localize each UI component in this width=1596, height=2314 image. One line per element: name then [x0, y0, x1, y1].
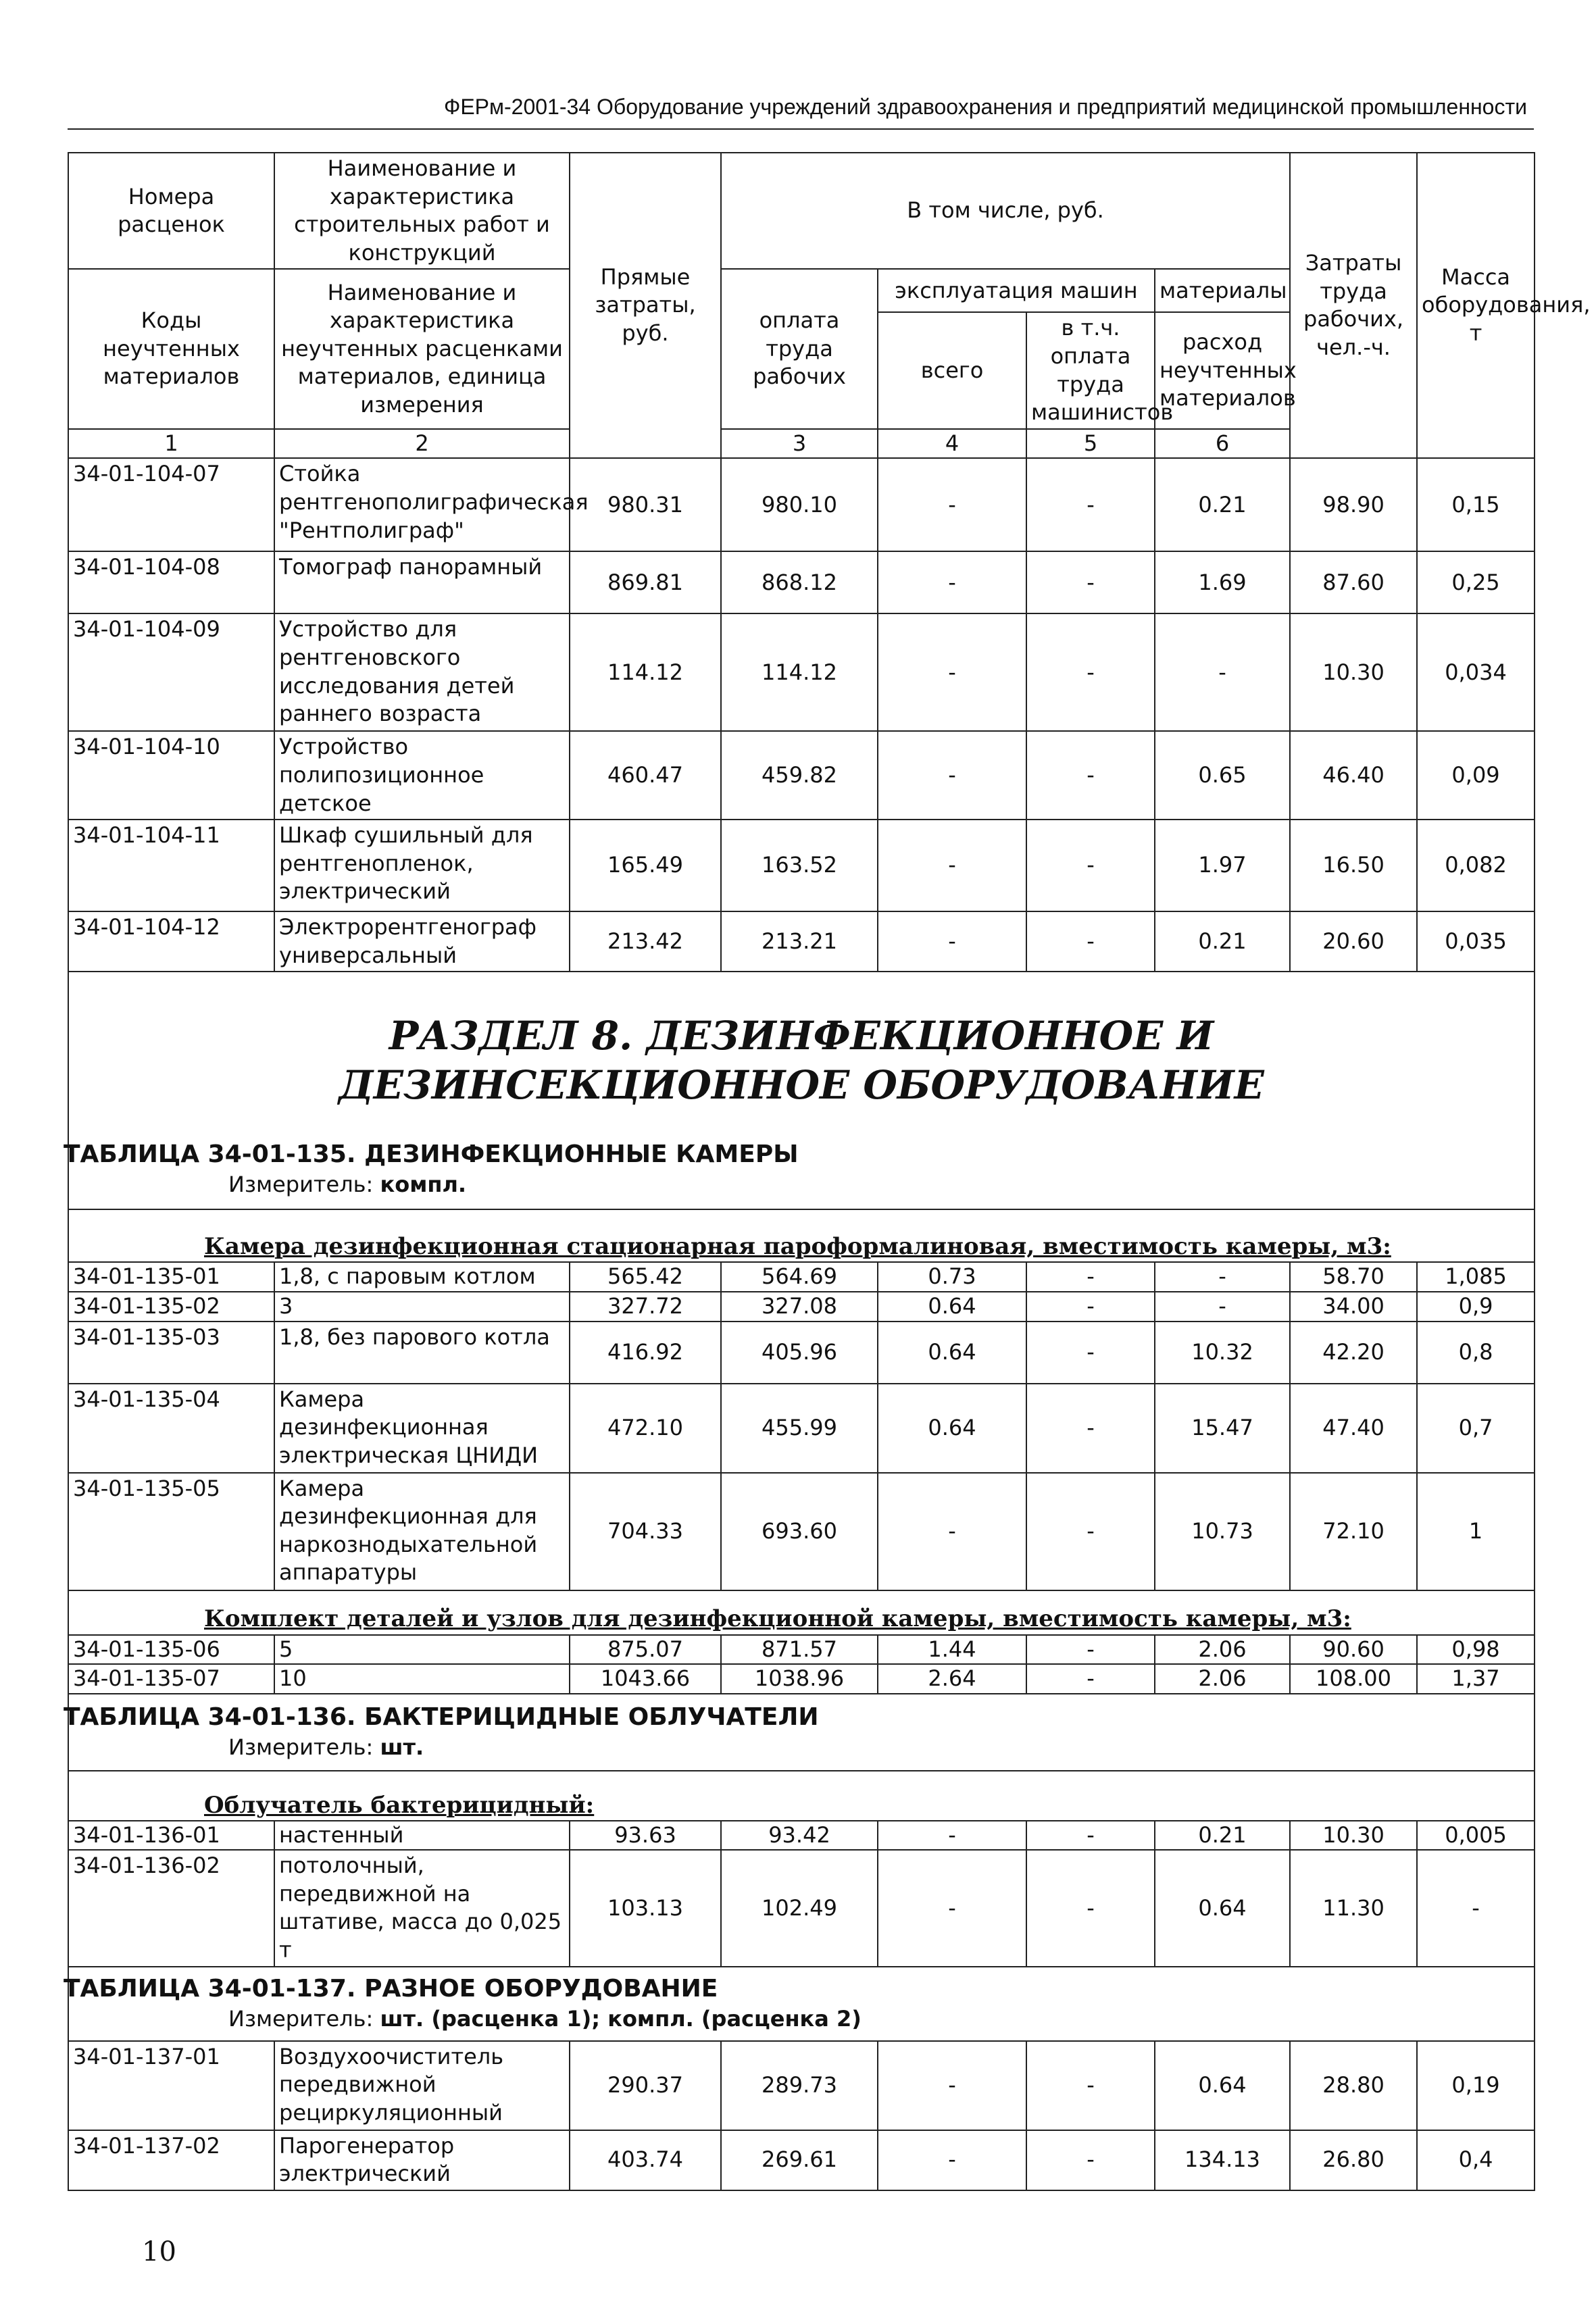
rate-value-c8: 47.40: [1290, 1384, 1417, 1473]
rate-value-c8: 11.30: [1290, 1850, 1417, 1966]
rate-value-c3: 290.37: [570, 2041, 721, 2130]
rate-name: настенный: [274, 1821, 570, 1851]
rate-name: 1,8, с паровым котлом: [274, 1262, 570, 1292]
section-block: [68, 972, 1535, 1209]
rate-value-c3: 114.12: [570, 613, 721, 731]
unit-label: Измеритель:: [228, 2006, 374, 2032]
rate-value-c5: 0.64: [878, 1384, 1026, 1473]
rate-value-c4: 459.82: [721, 731, 878, 820]
rate-code: 34-01-136-01: [68, 1821, 274, 1851]
table-row: [68, 1664, 1535, 1694]
table-row: [68, 551, 1535, 613]
group-heading: Облучатель бактерицидный:: [204, 1791, 595, 1819]
col-materials: материалы: [1155, 269, 1290, 312]
rate-value-c7: 10.73: [1155, 1473, 1290, 1590]
column-number: 5: [1026, 429, 1155, 459]
rate-value-c9: 0,7: [1417, 1384, 1535, 1473]
rate-code: 34-01-135-03: [68, 1322, 274, 1384]
rate-value-c4: 327.08: [721, 1292, 878, 1322]
col-machinist-wages: в т.ч. оплата труда машинистов: [1026, 312, 1155, 428]
rate-value-c4: 405.96: [721, 1322, 878, 1384]
rate-name: Стойка рентгенополиграфическая "Рентполиграф": [274, 458, 570, 551]
table-title: ТАБЛИЦА 34-01-136. БАКТЕРИЦИДНЫЕ ОБЛУЧАТЕЛИ: [64, 1703, 819, 1732]
rate-value-c3: 472.10: [570, 1384, 721, 1473]
unit-of-measure: [228, 2005, 1534, 2034]
rate-code: 34-01-137-02: [68, 2130, 274, 2190]
rate-value-c7: 0.64: [1155, 2041, 1290, 2130]
rate-value-c9: -: [1417, 1850, 1535, 1966]
table-row: [68, 911, 1535, 972]
table-row: [68, 1384, 1535, 1473]
rate-value-c9: 0,8: [1417, 1322, 1535, 1384]
rate-value-c6: -: [1026, 820, 1155, 911]
table-136-header: [68, 1694, 1535, 1771]
col-name-top: Наименование и характеристика строительных работ и конструкций: [274, 153, 570, 269]
rate-code: 34-01-137-01: [68, 2041, 274, 2130]
unit-of-measure: [228, 1171, 1534, 1199]
rate-code: 34-01-135-07: [68, 1664, 274, 1694]
rate-value-c6: -: [1026, 731, 1155, 820]
rate-value-c5: 0.64: [878, 1322, 1026, 1384]
table-row: [68, 731, 1535, 820]
rate-name: Камера дезинфекционная для наркознодыхательной аппаратуры: [274, 1473, 570, 1590]
rate-name: 3: [274, 1292, 570, 1322]
rate-code: 34-01-104-09: [68, 613, 274, 731]
table-row: [68, 1322, 1535, 1384]
rate-value-c9: 0,035: [1417, 911, 1535, 972]
column-number: 4: [878, 429, 1026, 459]
rate-value-c9: 0,98: [1417, 1635, 1535, 1665]
table-row: [68, 2130, 1535, 2190]
rate-value-c5: -: [878, 731, 1026, 820]
rate-value-c4: 269.61: [721, 2130, 878, 2190]
rate-value-c3: 1043.66: [570, 1664, 721, 1694]
table-title: ТАБЛИЦА 34-01-135. ДЕЗИНФЕКЦИОННЫЕ КАМЕРЫ: [64, 1140, 799, 1169]
rate-value-c7: 15.47: [1155, 1384, 1290, 1473]
rate-value-c7: 1.97: [1155, 820, 1290, 911]
rate-code: 34-01-135-01: [68, 1262, 274, 1292]
rate-value-c6: -: [1026, 2041, 1155, 2130]
rate-value-c6: -: [1026, 1292, 1155, 1322]
header-row-1: [68, 153, 1535, 269]
rate-value-c7: 2.06: [1155, 1664, 1290, 1694]
rate-code: 34-01-135-02: [68, 1292, 274, 1322]
rate-value-c9: 0,9: [1417, 1292, 1535, 1322]
rate-value-c4: 1038.96: [721, 1664, 878, 1694]
rate-value-c4: 114.12: [721, 613, 878, 731]
table-row: [68, 1821, 1535, 1851]
rate-value-c7: 134.13: [1155, 2130, 1290, 2190]
table-row: [68, 1635, 1535, 1665]
rate-value-c5: -: [878, 1473, 1026, 1590]
subheader-135-1: [68, 1209, 1535, 1262]
rate-name: Камера дезинфекционная электрическая ЦНИДИ: [274, 1384, 570, 1473]
rate-value-c8: 10.30: [1290, 613, 1417, 731]
rate-value-c3: 875.07: [570, 1635, 721, 1665]
table-row: [68, 1292, 1535, 1322]
rate-code: 34-01-104-07: [68, 458, 274, 551]
table-row: [68, 1473, 1535, 1590]
rate-value-c5: -: [878, 2130, 1026, 2190]
rate-value-c5: -: [878, 911, 1026, 972]
rate-value-c6: -: [1026, 613, 1155, 731]
rate-name: Шкаф сушильный для рентгенопленок, электрический: [274, 820, 570, 911]
rate-value-c6: -: [1026, 911, 1155, 972]
rate-value-c3: 565.42: [570, 1262, 721, 1292]
rate-value-c3: 704.33: [570, 1473, 721, 1590]
col-unaccounted-materials: расход неучтенных материалов: [1155, 312, 1290, 428]
rate-value-c5: 2.64: [878, 1664, 1026, 1694]
rate-value-c6: -: [1026, 551, 1155, 613]
rate-value-c6: -: [1026, 1635, 1155, 1665]
rate-value-c9: 1,37: [1417, 1664, 1535, 1694]
rate-value-c6: -: [1026, 1262, 1155, 1292]
rate-value-c5: 0.64: [878, 1292, 1026, 1322]
rate-value-c6: -: [1026, 1322, 1155, 1384]
rate-value-c7: -: [1155, 613, 1290, 731]
rate-value-c4: 213.21: [721, 911, 878, 972]
rate-value-c5: -: [878, 458, 1026, 551]
rate-code: 34-01-135-04: [68, 1384, 274, 1473]
rate-value-c4: 455.99: [721, 1384, 878, 1473]
rate-code: 34-01-135-05: [68, 1473, 274, 1590]
col-including: В том числе, руб.: [721, 153, 1290, 269]
running-header: ФЕРм-2001-34 Оборудование учреждений здравоохранения и предприятий медицинской промышленности: [443, 95, 1527, 119]
table-row: [68, 820, 1535, 911]
unit-label: Измеритель:: [228, 1734, 374, 1761]
col-direct-costs: Прямые затраты, руб.: [570, 153, 721, 458]
col-machines-total: всего: [878, 312, 1026, 428]
rate-value-c8: 16.50: [1290, 820, 1417, 911]
table-row: [68, 1850, 1535, 1966]
rates-table: [64, 152, 1591, 2191]
rate-value-c7: 2.06: [1155, 1635, 1290, 1665]
table-row: [68, 458, 1535, 551]
rate-name: 10: [274, 1664, 570, 1694]
unit-of-measure: [228, 1734, 1534, 1762]
rate-value-c6: -: [1026, 1664, 1155, 1694]
rate-value-c5: -: [878, 1821, 1026, 1851]
rate-value-c7: 10.32: [1155, 1322, 1290, 1384]
rate-value-c3: 213.42: [570, 911, 721, 972]
rate-code: 34-01-104-11: [68, 820, 274, 911]
table-137-header: [68, 1967, 1535, 2041]
column-number: 2: [274, 429, 570, 459]
rate-value-c3: 869.81: [570, 551, 721, 613]
rate-value-c5: -: [878, 613, 1026, 731]
rate-value-c9: 1: [1417, 1473, 1535, 1590]
rate-value-c3: 103.13: [570, 1850, 721, 1966]
rate-value-c7: -: [1155, 1292, 1290, 1322]
rate-value-c7: 0.64: [1155, 1850, 1290, 1966]
col-mass: Масса оборудования, т: [1417, 153, 1535, 458]
rate-value-c4: 163.52: [721, 820, 878, 911]
rate-code: 34-01-136-02: [68, 1850, 274, 1966]
rate-name: Томограф панорамный: [274, 551, 570, 613]
col-codes-bottom: Коды неучтенных материалов: [68, 269, 274, 428]
rate-value-c7: 0.21: [1155, 911, 1290, 972]
rate-name: Устройство полипозиционное детское: [274, 731, 570, 820]
header-rule: [68, 128, 1534, 130]
rate-value-c8: 26.80: [1290, 2130, 1417, 2190]
rate-value-c3: 460.47: [570, 731, 721, 820]
rate-value-c3: 403.74: [570, 2130, 721, 2190]
rate-value-c8: 87.60: [1290, 551, 1417, 613]
rate-value-c4: 871.57: [721, 1635, 878, 1665]
page-number: 10: [142, 2236, 176, 2267]
rate-value-c9: 0,25: [1417, 551, 1535, 613]
table-row: [68, 1262, 1535, 1292]
rate-name: 5: [274, 1635, 570, 1665]
rate-value-c5: -: [878, 2041, 1026, 2130]
col-machines: эксплуатация машин: [878, 269, 1155, 312]
unit-label: Измеритель:: [228, 1172, 374, 1198]
rate-value-c8: 10.30: [1290, 1821, 1417, 1851]
unit-value: компл.: [380, 1172, 467, 1198]
rate-value-c4: 93.42: [721, 1821, 878, 1851]
rate-value-c6: -: [1026, 458, 1155, 551]
rate-value-c5: 1.44: [878, 1635, 1026, 1665]
rate-name: Электрорентгенограф универсальный: [274, 911, 570, 972]
rate-name: потолочный, передвижной на штативе, масса до 0,025 т: [274, 1850, 570, 1966]
rate-value-c7: -: [1155, 1262, 1290, 1292]
rate-value-c5: -: [878, 820, 1026, 911]
unit-value: шт.: [380, 1734, 424, 1761]
rate-value-c8: 90.60: [1290, 1635, 1417, 1665]
rate-value-c3: 165.49: [570, 820, 721, 911]
rate-value-c9: 0,005: [1417, 1821, 1535, 1851]
rate-value-c4: 980.10: [721, 458, 878, 551]
col-codes-top: Номера расценок: [68, 153, 274, 269]
rate-value-c4: 289.73: [721, 2041, 878, 2130]
rate-code: 34-01-104-10: [68, 731, 274, 820]
rate-value-c8: 34.00: [1290, 1292, 1417, 1322]
table-row: [68, 2041, 1535, 2130]
rate-value-c5: -: [878, 1850, 1026, 1966]
rate-value-c4: 102.49: [721, 1850, 878, 1966]
rate-value-c9: 0,19: [1417, 2041, 1535, 2130]
rate-value-c8: 46.40: [1290, 731, 1417, 820]
rate-value-c9: 0,082: [1417, 820, 1535, 911]
rate-code: 34-01-104-08: [68, 551, 274, 613]
rate-value-c4: 868.12: [721, 551, 878, 613]
rate-name: Парогенератор электрический: [274, 2130, 570, 2190]
rate-value-c8: 108.00: [1290, 1664, 1417, 1694]
rate-code: 34-01-135-06: [68, 1635, 274, 1665]
column-number: 6: [1155, 429, 1290, 459]
rate-value-c6: -: [1026, 2130, 1155, 2190]
column-number: 1: [68, 429, 274, 459]
col-wages: оплата труда рабочих: [721, 269, 878, 428]
rate-value-c3: 980.31: [570, 458, 721, 551]
col-labor: Затраты труда рабочих, чел.-ч.: [1290, 153, 1417, 458]
subheader-136: [68, 1771, 1535, 1821]
rate-value-c9: 0,034: [1417, 613, 1535, 731]
unit-value: шт. (расценка 1); компл. (расценка 2): [380, 2006, 862, 2032]
rate-value-c6: -: [1026, 1821, 1155, 1851]
rate-value-c8: 58.70: [1290, 1262, 1417, 1292]
subheader-135-2: [68, 1590, 1535, 1635]
group-heading: Комплект деталей и узлов для дезинфекционной камеры, вместимость камеры, м3:: [204, 1605, 1351, 1633]
rate-value-c8: 28.80: [1290, 2041, 1417, 2130]
rate-value-c5: -: [878, 551, 1026, 613]
rate-code: 34-01-104-12: [68, 911, 274, 972]
rate-value-c8: 42.20: [1290, 1322, 1417, 1384]
rate-name: Воздухоочиститель передвижной рециркуляционный: [274, 2041, 570, 2130]
group-heading: Камера дезинфекционная стационарная пароформалиновая, вместимость камеры, м3:: [204, 1233, 1391, 1261]
rate-value-c7: 0.21: [1155, 458, 1290, 551]
rate-value-c6: -: [1026, 1473, 1155, 1590]
col-name-bottom: Наименование и характеристика неучтенных расценками материалов, единица измерения: [274, 269, 570, 428]
rate-value-c8: 72.10: [1290, 1473, 1417, 1590]
rate-value-c6: -: [1026, 1384, 1155, 1473]
rate-value-c5: 0.73: [878, 1262, 1026, 1292]
column-number: 3: [721, 429, 878, 459]
rate-name: 1,8, без парового котла: [274, 1322, 570, 1384]
rate-name: Устройство для рентгеновского исследования детей раннего возраста: [274, 613, 570, 731]
rate-value-c8: 98.90: [1290, 458, 1417, 551]
rate-value-c7: 0.65: [1155, 731, 1290, 820]
section-title: РАЗДЕЛ 8. ДЕЗИНФЕКЦИОННОЕ И ДЕЗИНСЕКЦИОННОЕ ОБОРУДОВАНИЕ: [339, 1013, 1264, 1108]
rate-value-c7: 0.21: [1155, 1821, 1290, 1851]
table-row: [68, 613, 1535, 731]
rate-value-c7: 1.69: [1155, 551, 1290, 613]
rate-value-c4: 564.69: [721, 1262, 878, 1292]
rate-value-c9: 1,085: [1417, 1262, 1535, 1292]
rate-value-c3: 93.63: [570, 1821, 721, 1851]
rate-value-c8: 20.60: [1290, 911, 1417, 972]
table-title: ТАБЛИЦА 34-01-137. РАЗНОЕ ОБОРУДОВАНИЕ: [64, 1975, 718, 2003]
rate-value-c9: 0,15: [1417, 458, 1535, 551]
rate-value-c4: 693.60: [721, 1473, 878, 1590]
rate-value-c6: -: [1026, 1850, 1155, 1966]
rate-value-c9: 0,4: [1417, 2130, 1535, 2190]
rate-value-c3: 416.92: [570, 1322, 721, 1384]
rate-value-c3: 327.72: [570, 1292, 721, 1322]
rate-value-c9: 0,09: [1417, 731, 1535, 820]
